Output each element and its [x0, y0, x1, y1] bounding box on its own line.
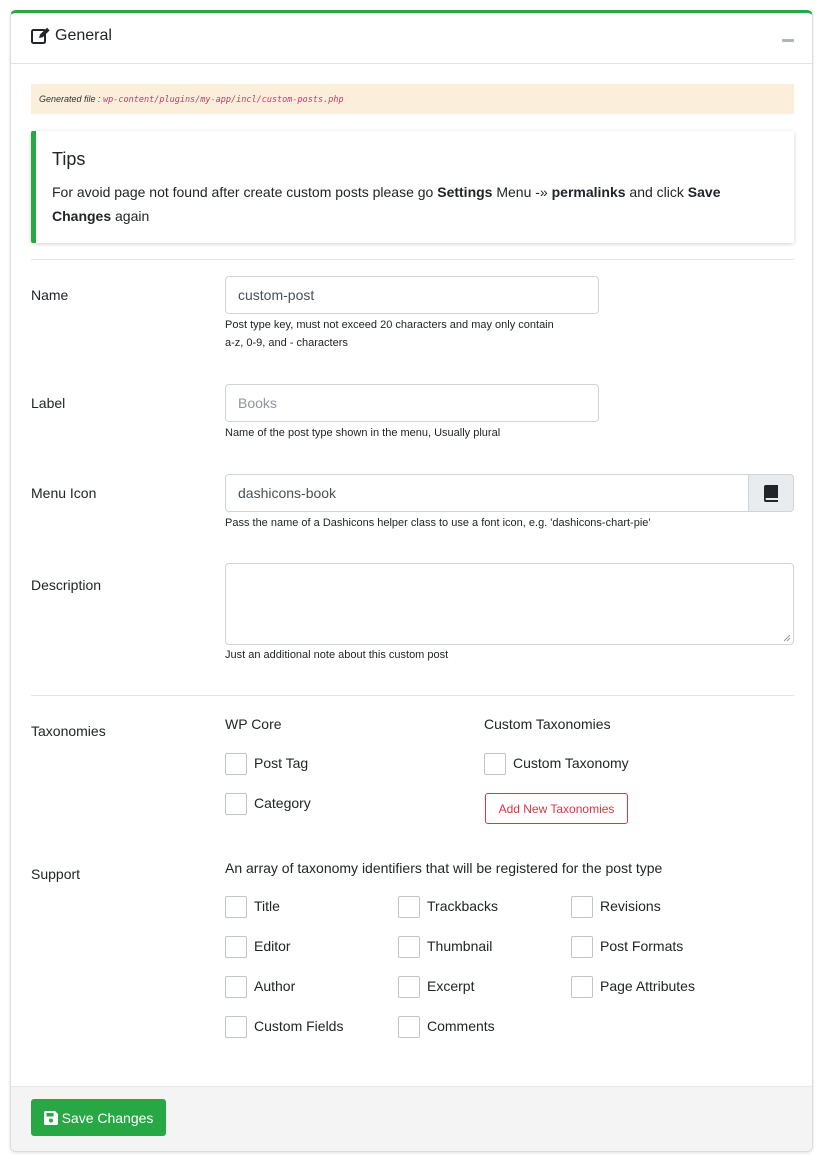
description-label: Description	[31, 577, 102, 593]
support-label: Support	[31, 866, 81, 882]
support-title-checkbox[interactable]	[225, 896, 247, 918]
card-footer	[11, 1086, 812, 1151]
generated-file-note	[31, 84, 794, 114]
support-editor-checkbox[interactable]	[225, 936, 247, 958]
custom-taxonomy-checkbox[interactable]	[484, 753, 506, 775]
description-help: Just an additional note about this custom post	[225, 649, 449, 661]
support-custom-fields-label: Custom Fields	[254, 1018, 344, 1034]
category-checkbox[interactable]	[225, 793, 247, 815]
support-comments-checkbox[interactable]	[398, 1016, 420, 1038]
generated-file-label: Generated file :	[39, 94, 101, 104]
label-help: Name of the post type shown in the menu, Usually plural	[225, 427, 501, 439]
save-icon	[44, 1111, 58, 1125]
support-excerpt-checkbox[interactable]	[398, 976, 420, 998]
menu-icon-label: Menu Icon	[31, 485, 97, 501]
taxonomies-label: Taxonomies	[31, 723, 106, 739]
support-author-label: Author	[254, 978, 296, 994]
generated-file-path: wp-content/plugins/my-app/incl/custom-posts.php	[103, 95, 344, 105]
custom-taxonomies-heading: Custom Taxonomies	[484, 716, 611, 732]
support-editor-label: Editor	[254, 938, 291, 954]
menu-icon-picker-button[interactable]	[748, 474, 794, 512]
support-revisions-checkbox[interactable]	[571, 896, 593, 918]
label-label: Label	[31, 395, 66, 411]
description-textarea[interactable]	[225, 563, 794, 645]
add-new-taxonomies-button[interactable]: Add New Taxonomies	[485, 793, 628, 824]
card-header	[11, 13, 812, 64]
name-label: Name	[31, 287, 69, 303]
minus-icon[interactable]	[782, 39, 794, 42]
support-title-label: Title	[254, 898, 280, 914]
wp-core-heading: WP Core	[225, 716, 282, 732]
card-title-text: General	[55, 27, 112, 44]
support-description: An array of taxonomy identifiers that will be registered for the post type	[225, 860, 663, 876]
support-trackbacks-label: Trackbacks	[427, 898, 499, 914]
support-custom-fields-checkbox[interactable]	[225, 1016, 247, 1038]
tips-title: Tips	[52, 149, 86, 169]
post-tag-checkbox[interactable]	[225, 753, 247, 775]
divider	[31, 695, 794, 696]
custom-taxonomy-label: Custom Taxonomy	[513, 755, 629, 771]
card-title	[31, 27, 112, 45]
save-changes-label: Save Changes	[61, 1109, 154, 1126]
support-thumbnail-label: Thumbnail	[427, 938, 493, 954]
divider	[31, 259, 794, 260]
support-revisions-label: Revisions	[600, 898, 661, 914]
save-changes-button[interactable]	[31, 1099, 166, 1136]
label-input[interactable]: Books	[225, 384, 599, 422]
name-input[interactable]: custom-post	[225, 276, 599, 314]
tips-callout	[31, 131, 794, 243]
support-excerpt-label: Excerpt	[427, 978, 475, 994]
post-tag-label: Post Tag	[254, 755, 309, 771]
support-author-checkbox[interactable]	[225, 976, 247, 998]
support-comments-label: Comments	[427, 1018, 495, 1034]
general-card	[10, 10, 813, 1152]
category-label: Category	[254, 795, 311, 811]
support-post-formats-checkbox[interactable]	[571, 936, 593, 958]
menu-icon-help: Pass the name of a Dashicons helper class to use a font icon, e.g. 'dashicons-chart-pie'	[225, 517, 651, 529]
name-help: Post type key, must not exceed 20 characters and may only contain a-z, 0-9, and - characters	[225, 319, 554, 349]
support-thumbnail-checkbox[interactable]	[398, 936, 420, 958]
support-trackbacks-checkbox[interactable]	[398, 896, 420, 918]
support-page-attributes-label: Page Attributes	[600, 978, 695, 994]
edit-icon	[31, 27, 51, 45]
support-post-formats-label: Post Formats	[600, 938, 684, 954]
support-page-attributes-checkbox[interactable]	[571, 976, 593, 998]
resize-handle-icon[interactable]	[783, 634, 791, 642]
tips-text: For avoid page not found after create custom posts please go Settings Menu -» permalinks and click Save Changes again	[52, 184, 721, 224]
book-icon	[764, 485, 778, 502]
menu-icon-input[interactable]: dashicons-book	[225, 474, 749, 512]
